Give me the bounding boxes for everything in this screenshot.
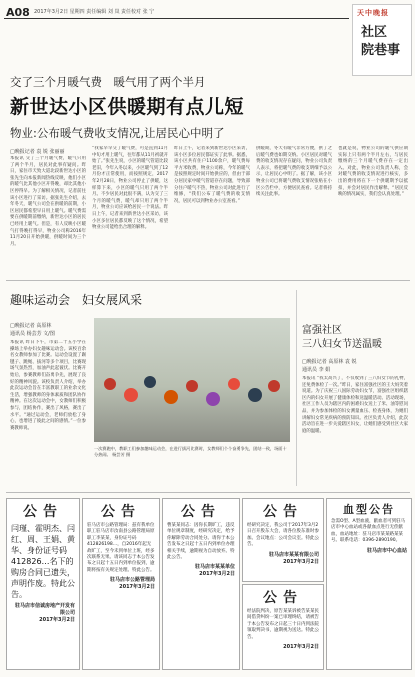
notice-4-body: 经研究决定，我公司于2017年3月2日召开股东大会，请各位股东准时参加。会议地点：公司会议室。特此公告。 (247, 523, 319, 548)
notice-1 (6, 498, 80, 670)
brand-title-line2: 院巷事 (361, 43, 401, 58)
community-title: 趣味运动会 妇女展风采 (10, 293, 143, 307)
notice-3 (162, 498, 240, 670)
lead-headline: 新世达小区供暖期有点儿短 (10, 96, 245, 118)
notice-4 (242, 498, 324, 582)
notice-1-date: 2017年3月2日 (39, 617, 75, 623)
lead-column-1: 本报讯 交了三个月暖气费，暖气只用了两个半月，居民对此事有疑问。昨日，家住市天致大道北段新世达小区的张先生向本报新闻热线反映，他们小区的暖气比其他小区开得晚，却比其他小区停得早。为了解相关情况，记者前往该小区进行了采访。据张先生介绍，去年冬天，暖气公司会在供暖的前期，小区居民都希望早日用上暖气。暖气费需要在供暖期前缴纳，新世达小区的居民已经用上暖气。但是，有人反映小区暖气打得晚打得早，物业公司称2016年11月20日开始供暖，供暖时间为三个月。 (10, 156, 86, 247)
notice-5-title: 公告 (263, 590, 303, 606)
notice-3-sign: 驻马店市某某单位 (194, 564, 235, 571)
community-byline-2: 通讯员 杨芸芳 文/图 (10, 331, 55, 337)
lead-subhead: 物业:公布暖气费收支情况,让居民心中明了 (10, 126, 225, 140)
lead-column-2: “我家早早交了暖气费，可是直到11月中旬才用上暖气，往年都从11月初就开始了。”张先生说，小区的暖气管道比较老旧，今年入冬以来，小区暖气到了12月份才正常使用，而按照规定，2017年2月28日，物业公司停止了供暖，这样算下来，小区的暖气只用了两个半月。不少居民对此很不满，认为交了三个月的暖气费，暖气却只用了两个半月，物业公司应该给居民一个说法。昨日上午，记者来到新世达小区采访，该小区多位居民都反映了这个情况，希望物业公司能给出合理的解释。 (92, 146, 168, 231)
notice-2 (82, 498, 160, 670)
notice-4-date: 2017年3月2日 (283, 558, 319, 565)
notice-3-date: 2017年3月2日 (199, 571, 235, 578)
notice-6 (326, 498, 412, 670)
notice-1-body: 闫瑾、霍明杰、闫红、周、王娟、黄华、身份证号码412826…名下的购房合同已遗失，声明作废。特此公告。 (11, 524, 75, 599)
notice-6-title: 血型公告 (343, 503, 395, 516)
notice-6-sign: 驻马店市中心血站 (366, 547, 407, 554)
festival-title-line2: 三八妇女节送温暖 (302, 339, 382, 350)
festival-byline-1: □晚报记者 高原林 袁 锐 (302, 359, 357, 365)
lead-kicker: 交了三个月暖气费 暖气用了两个半月 (10, 75, 206, 89)
lead-column-4: 供暖期，冬天有暖气非常方便，供了之后暖气费也如期交纳。小区居民对暖气费的收支情况存在疑问，物业公司负责人表示，将把暖气费的收支明细予以公示，让居民心中明了。据了解，该小区物业公司已将暖气费收支情况张贴在小区公告栏中，方便居民查看。记者将持续关注此事。 (256, 146, 332, 198)
photo-caption: 一次赛跑中，教职工们参加趣味运动会，在进行拔河比赛时，女教师们个个奋勇争先，团结一致，场面十分热闹。 杨芸芳 摄 (94, 446, 287, 457)
notice-2-sign: 驻马店市公路管理局 (109, 577, 155, 584)
ads-divider (6, 492, 410, 493)
date-line: 2017年3月2日 星期四 责任编辑 刘 岚 责任校对 张 宁 (34, 9, 155, 15)
lead-column-3: 昨日上午，记者来到新世达小区采访，该小区多位居民都证实了此事。据悉，该小区共有住户1100余户，暖气费每平方米收费，物业公司称，今年的暖气是按照规定时间开始供应的，但由于部分居民家中暖气管道存在问题，导致部分住户暖气不热，物业公司对此进行了维修，“我们公布了暖气费的收支情况，居民可以到物业办公室查看。” (174, 146, 250, 204)
community-byline-1: □晚报记者 高原林 (10, 323, 52, 329)
page-number: A08 (6, 6, 30, 19)
notice-5 (242, 584, 324, 670)
notice-2-body: 驻马店市公路管理局：兹有我单位职工驻马店市汝南县公路管理局原职工李某某，身份证号码412826198…，自2016年起无故旷工，至今未到单位上班，经多次联系无果。请该同志于本公告发布之日起十五日内到单位报到，逾期将按有关规定处理。特此公告。 (87, 523, 155, 573)
column-brand (352, 4, 412, 76)
festival-body: 本报讯 “我太高兴了，不仅收到了三八妇女节的礼物，还免费体检了一次。”昨日，家住富强社区的王大妈笑着说道。为了庆祝三八国际劳动妇女节，富强社区组织辖区内的妇女开展了健康体检和送温暖活动。活动现场，社区工作人员为辖区内的困难妇女送上了米、油等慰问品，并为参加体检的妇女测量血压、检查身体，为她们讲解妇女常见疾病的预防知识。社区负责人介绍，此次活动旨在进一步关爱辖区妇女，让她们感受到社区大家庭的温暖。 (302, 376, 408, 434)
notice-2-title: 公告 (101, 504, 141, 520)
notice-3-title: 公告 (181, 504, 221, 520)
brand-title-line1: 社区 (361, 25, 388, 40)
notice-5-date: 2017年3月2日 (283, 644, 319, 651)
lead-column-5: 也就是说，物业公司的暖气供应期实际上只有两个半月左右，与居民缴纳的三个月暖气费存在一定出入。对此，物业公司负责人称，会对暖气费的收支情况进行核实，多出的费用将在下一个供暖期予以抵扣，并会对居民作出解释。“居民反映的情况属实，我们会认真处理。” (338, 146, 408, 198)
notice-4-sign: 驻马店市某某有限公司 (268, 551, 319, 558)
festival-byline-2: 通讯员 李 娟 (302, 367, 331, 373)
notice-2-date: 2017年3月2日 (119, 584, 155, 591)
festival-title-line1: 富强社区 (302, 325, 342, 336)
notice-5-body: 经法院判决，原告某某诉被告某某民间借贷纠纷一案已审理终结，请被告于本公告发布之日起三十日内到法院领取判决书，逾期视为送达。特此公告。 (247, 609, 319, 640)
column-divider (296, 290, 297, 486)
sports-meet-photo (94, 318, 290, 442)
community-body: 本报讯 昨日下午，市第二十五小学在操场上举办妇女趣味运动会。该校百余名女教师参加了比赛。运动会设置了踢毽子、跳绳、拔河等多个项目，比赛现场气氛热烈，加油声此起彼伏。比赛开始后，参赛教师们奋勇争先，展现了良好的精神风貌。该校负责人介绍，举办此次运动会旨在丰富教职工的业余文化生活，增强教师的身体素质和团队协作精神。在这次运动会中，女教师们积极参与，团结协作，赛出了风格，赛出了水平。“通过运动会，老师们放松了身心，也增进了彼此之间的感情。”一位参赛教师说。 (10, 340, 86, 431)
notice-4-title: 公告 (263, 504, 303, 520)
brand-newspaper: 天中晚报 (357, 9, 389, 17)
top-rule (4, 18, 349, 19)
lead-byline: □晚报记者 袁 锐 张丽丽 (10, 149, 65, 155)
notice-1-title: 公告 (23, 504, 63, 520)
notice-3-body: 曹某某同志：因你长期旷工，违反单位规章制度，经研究决定，给予你解除劳动合同处分。请你于本公告发布之日起十五日内到单位办理相关手续，逾期视为自动放弃。特此公告。 (167, 523, 235, 561)
section-divider (6, 280, 410, 281)
notice-6-body: 急需O型、A型血液，献血者可到驻马店市中心血站或各献血点进行无偿献血，血站地址：驻马店市某某路某某号。联系电话：0396-2890190。 (331, 519, 406, 544)
notice-1-sign: 驻马店市信诚房地产开发有限公司 (14, 603, 75, 616)
